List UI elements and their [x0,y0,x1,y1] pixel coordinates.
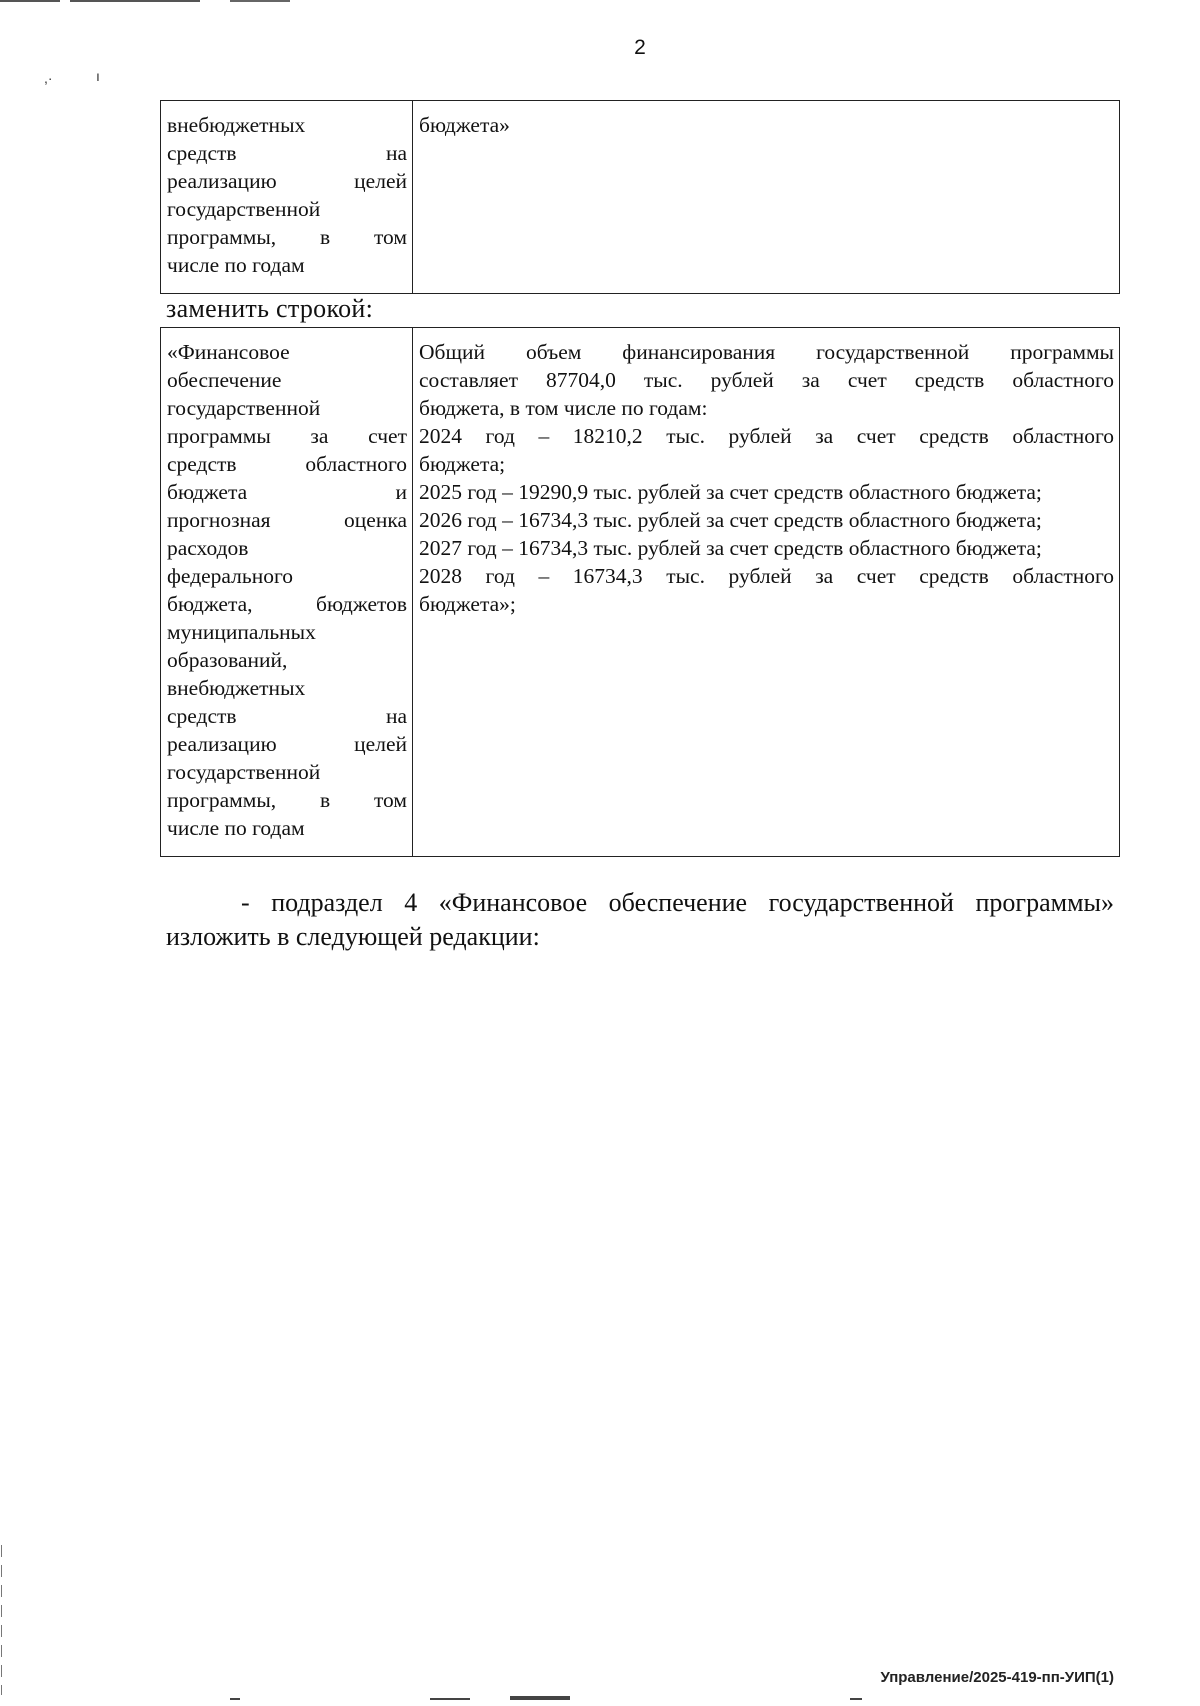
cell-line: расходов [167,536,249,560]
cell-line: бюджета»; [419,592,516,616]
cell-line: 2024 год – 18210,2 тыс. рублей за счет средств областного [419,424,1114,448]
cell-line: 2028 год – 16734,3 тыс. рублей за счет средств областного [419,564,1114,588]
document-code: Управление/2025-419-пп-УИП(1) [880,1669,1114,1686]
new-row-table [160,327,1120,857]
cell-line: образований, [167,648,288,672]
replace-caption: заменить строкой: [166,294,374,323]
new-row-right-cell [413,328,1120,857]
cell-line: средств на [167,141,407,165]
cell-line: программы, в том [167,225,407,249]
table-row [161,101,1120,294]
cell-line: муниципальных [167,620,316,644]
cell-line: государственной [167,396,321,420]
cell-line: федерального [167,564,293,588]
cell-line: 2027 год – 16734,3 тыс. рублей за счет средств областного бюджета; [419,536,1042,560]
new-row-left-cell [161,328,413,857]
cell-line: прогнозная оценка [167,508,407,532]
cell-line: числе по годам [167,253,305,277]
cell-line: программы, в том [167,788,407,812]
cell-line: государственной [167,197,321,221]
cell-line: государственной [167,760,321,784]
cell-line: внебюджетных [167,113,306,137]
instruction-paragraph [166,886,1114,954]
old-row-right-cell [413,101,1120,294]
cell-line: Общий объем финансирования государственной программы [419,340,1114,364]
cell-line: бюджета, в том числе по годам: [419,396,708,420]
cell-line: бюджета и [167,480,407,504]
cell-line: средств областного [167,452,407,476]
cell-line: «Финансовое [167,340,290,364]
page-number: 2 [634,36,646,59]
scan-artifact-bottom [230,1696,930,1702]
cell-line: числе по годам [167,816,305,840]
scan-artifact-left [1,1545,2,1695]
cell-line: составляет 87704,0 тыс. рублей за счет средств областного [419,368,1114,392]
cell-line: программы за счет [167,424,407,448]
cell-line: реализацию целей [167,732,407,756]
cell-line: внебюджетных [167,676,306,700]
instruction-line: изложить в следующей редакции: [166,922,540,951]
cell-line: обеспечение [167,368,282,392]
cell-line: 2026 год – 16734,3 тыс. рублей за счет средств областного бюджета; [419,508,1042,532]
scan-speck: ,· [44,70,53,86]
instruction-line: - подраздел 4 «Финансовое обеспечение государственной программы» [241,888,1114,917]
old-row-left-cell [161,101,413,294]
cell-line: бюджета, бюджетов [167,592,407,616]
cell-line: бюджета» [419,113,510,137]
cell-line: реализацию целей [167,169,407,193]
old-row-table [160,100,1120,294]
cell-line: 2025 год – 19290,9 тыс. рублей за счет средств областного бюджета; [419,480,1042,504]
table-row [161,328,1120,857]
scan-artifact-top [0,0,300,2]
scan-speck: ı [96,68,100,84]
cell-line: бюджета; [419,452,506,476]
cell-line: средств на [167,704,407,728]
